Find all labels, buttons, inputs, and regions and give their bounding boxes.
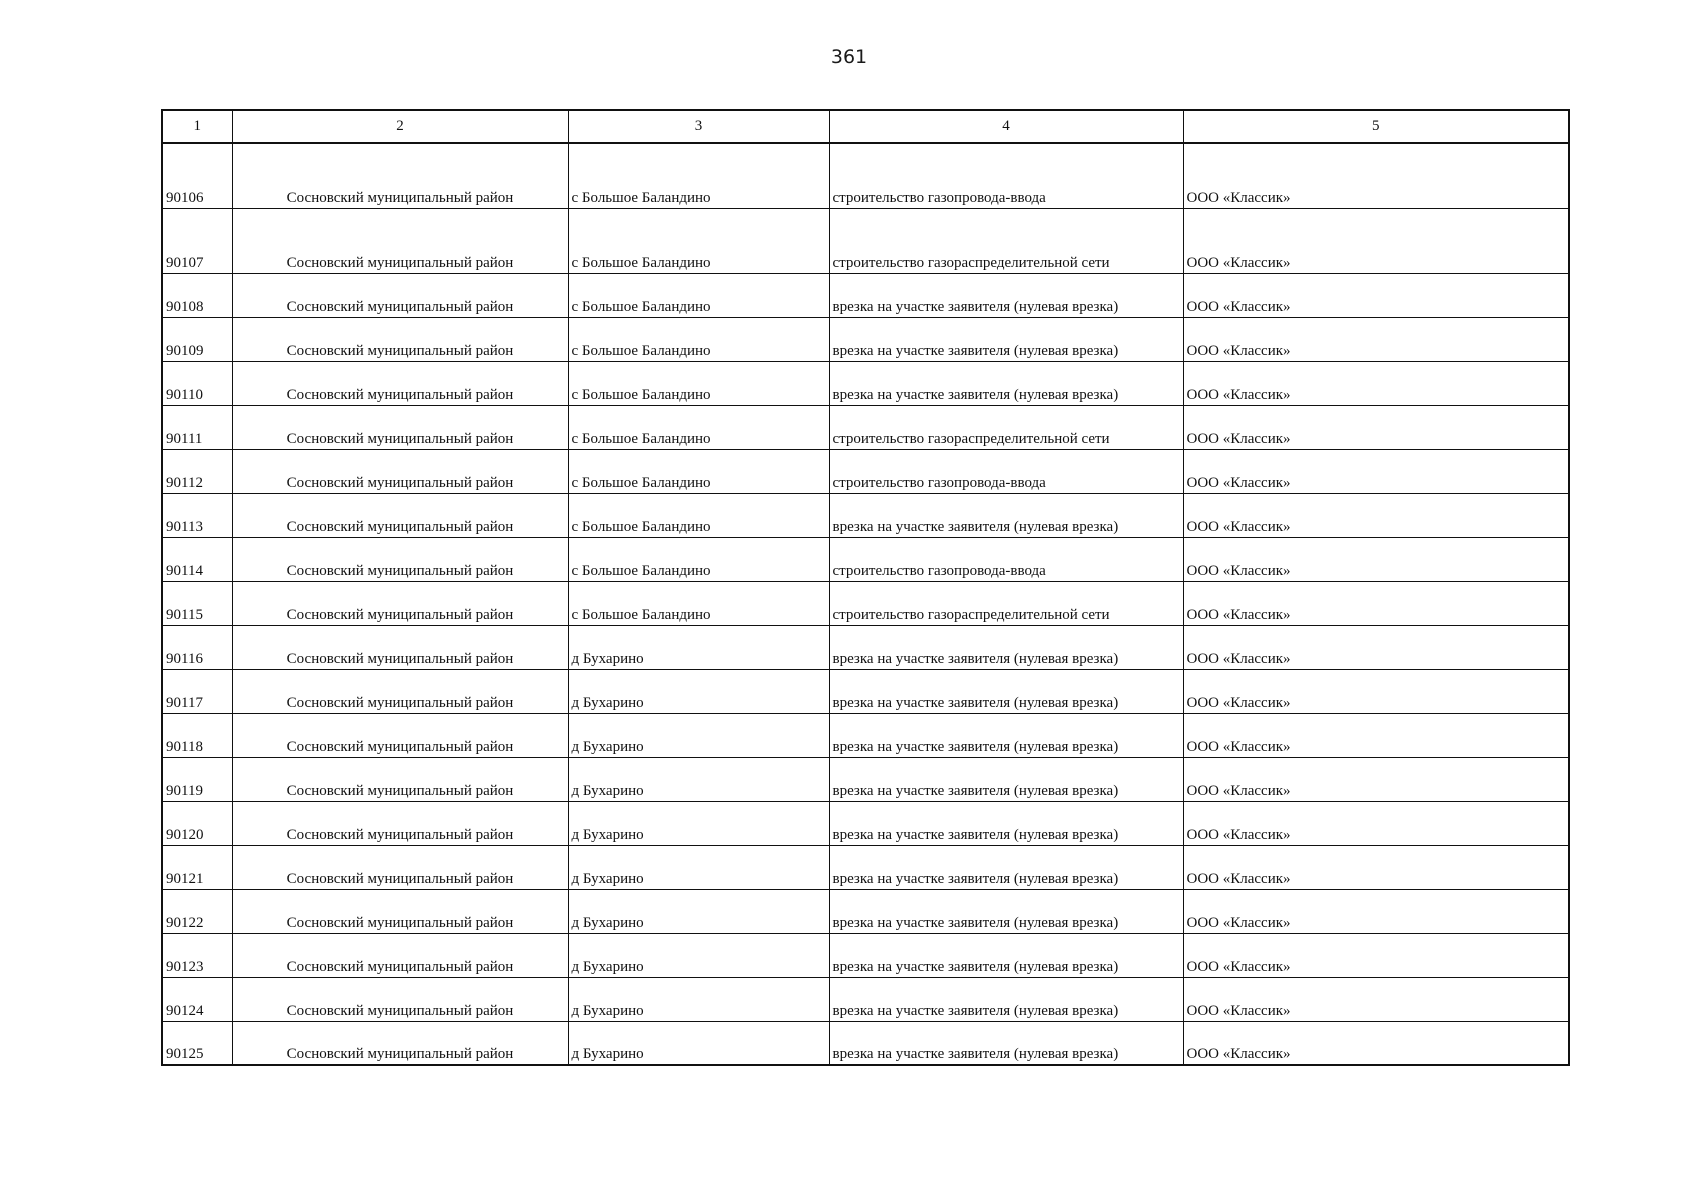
work-type-cell: врезка на участке заявителя (нулевая врезка) (829, 625, 1183, 669)
table-row (162, 977, 1569, 1021)
header-col-3: 3 (568, 110, 829, 143)
header-col-5: 5 (1183, 110, 1569, 143)
settlement-cell: д Бухарино (568, 977, 829, 1021)
district-cell: Сосновский муниципальный район (232, 669, 568, 713)
district-cell: Сосновский муниципальный район (232, 361, 568, 405)
organization-cell: ООО «Классик» (1183, 273, 1569, 317)
work-type-cell: врезка на участке заявителя (нулевая врезка) (829, 977, 1183, 1021)
work-type-cell: строительство газопровода-ввода (829, 449, 1183, 493)
table-row (162, 801, 1569, 845)
row-number: 90116 (162, 625, 232, 669)
district-cell: Сосновский муниципальный район (232, 889, 568, 933)
row-number: 90119 (162, 757, 232, 801)
district-cell: Сосновский муниципальный район (232, 757, 568, 801)
organization-cell: ООО «Классик» (1183, 208, 1569, 273)
settlement-cell: с Большое Баландино (568, 143, 829, 208)
row-number: 90110 (162, 361, 232, 405)
settlement-cell: д Бухарино (568, 1021, 829, 1065)
work-type-cell: строительство газораспределительной сети (829, 208, 1183, 273)
district-cell: Сосновский муниципальный район (232, 143, 568, 208)
organization-cell: ООО «Классик» (1183, 493, 1569, 537)
settlement-cell: с Большое Баландино (568, 449, 829, 493)
row-number: 90111 (162, 405, 232, 449)
work-type-cell: врезка на участке заявителя (нулевая врезка) (829, 845, 1183, 889)
work-type-cell: врезка на участке заявителя (нулевая врезка) (829, 801, 1183, 845)
settlement-cell: д Бухарино (568, 713, 829, 757)
work-type-cell: врезка на участке заявителя (нулевая врезка) (829, 493, 1183, 537)
settlement-cell: д Бухарино (568, 669, 829, 713)
settlement-cell: с Большое Баландино (568, 273, 829, 317)
registry-table (161, 109, 1570, 1066)
organization-cell: ООО «Классик» (1183, 143, 1569, 208)
table-row (162, 143, 1569, 208)
row-number: 90118 (162, 713, 232, 757)
district-cell: Сосновский муниципальный район (232, 977, 568, 1021)
organization-cell: ООО «Классик» (1183, 361, 1569, 405)
table-body (162, 143, 1569, 1065)
district-cell: Сосновский муниципальный район (232, 449, 568, 493)
table-row (162, 845, 1569, 889)
row-number: 90122 (162, 889, 232, 933)
organization-cell: ООО «Классик» (1183, 933, 1569, 977)
settlement-cell: с Большое Баландино (568, 405, 829, 449)
row-number: 90109 (162, 317, 232, 361)
work-type-cell: строительство газораспределительной сети (829, 405, 1183, 449)
settlement-cell: д Бухарино (568, 625, 829, 669)
row-number: 90125 (162, 1021, 232, 1065)
work-type-cell: врезка на участке заявителя (нулевая врезка) (829, 273, 1183, 317)
district-cell: Сосновский муниципальный район (232, 208, 568, 273)
row-number: 90112 (162, 449, 232, 493)
district-cell: Сосновский муниципальный район (232, 537, 568, 581)
table-row (162, 537, 1569, 581)
table-row (162, 273, 1569, 317)
header-col-2: 2 (232, 110, 568, 143)
settlement-cell: с Большое Баландино (568, 537, 829, 581)
settlement-cell: д Бухарино (568, 757, 829, 801)
settlement-cell: с Большое Баландино (568, 493, 829, 537)
table-row (162, 317, 1569, 361)
settlement-cell: д Бухарино (568, 933, 829, 977)
row-number: 90121 (162, 845, 232, 889)
district-cell: Сосновский муниципальный район (232, 581, 568, 625)
district-cell: Сосновский муниципальный район (232, 713, 568, 757)
district-cell: Сосновский муниципальный район (232, 405, 568, 449)
organization-cell: ООО «Классик» (1183, 405, 1569, 449)
row-number: 90108 (162, 273, 232, 317)
district-cell: Сосновский муниципальный район (232, 801, 568, 845)
work-type-cell: строительство газораспределительной сети (829, 581, 1183, 625)
row-number: 90123 (162, 933, 232, 977)
row-number: 90115 (162, 581, 232, 625)
work-type-cell: строительство газопровода-ввода (829, 537, 1183, 581)
district-cell: Сосновский муниципальный район (232, 933, 568, 977)
table-row (162, 889, 1569, 933)
work-type-cell: врезка на участке заявителя (нулевая врезка) (829, 757, 1183, 801)
organization-cell: ООО «Классик» (1183, 625, 1569, 669)
page-number: 361 (830, 46, 868, 68)
header-row (162, 110, 1569, 143)
table-row (162, 449, 1569, 493)
work-type-cell: врезка на участке заявителя (нулевая врезка) (829, 361, 1183, 405)
work-type-cell: врезка на участке заявителя (нулевая врезка) (829, 713, 1183, 757)
table-row (162, 493, 1569, 537)
row-number: 90117 (162, 669, 232, 713)
settlement-cell: с Большое Баландино (568, 361, 829, 405)
settlement-cell: с Большое Баландино (568, 208, 829, 273)
organization-cell: ООО «Классик» (1183, 1021, 1569, 1065)
work-type-cell: врезка на участке заявителя (нулевая врезка) (829, 669, 1183, 713)
row-number: 90107 (162, 208, 232, 273)
table-row (162, 405, 1569, 449)
row-number: 90113 (162, 493, 232, 537)
district-cell: Сосновский муниципальный район (232, 845, 568, 889)
table-row (162, 933, 1569, 977)
work-type-cell: врезка на участке заявителя (нулевая врезка) (829, 933, 1183, 977)
district-cell: Сосновский муниципальный район (232, 317, 568, 361)
organization-cell: ООО «Классик» (1183, 581, 1569, 625)
row-number: 90114 (162, 537, 232, 581)
work-type-cell: врезка на участке заявителя (нулевая врезка) (829, 889, 1183, 933)
work-type-cell: строительство газопровода-ввода (829, 143, 1183, 208)
organization-cell: ООО «Классик» (1183, 669, 1569, 713)
table-row (162, 581, 1569, 625)
organization-cell: ООО «Классик» (1183, 449, 1569, 493)
district-cell: Сосновский муниципальный район (232, 273, 568, 317)
organization-cell: ООО «Классик» (1183, 757, 1569, 801)
settlement-cell: д Бухарино (568, 801, 829, 845)
work-type-cell: врезка на участке заявителя (нулевая врезка) (829, 1021, 1183, 1065)
table-row (162, 713, 1569, 757)
table-row (162, 1021, 1569, 1065)
table-row (162, 669, 1569, 713)
row-number: 90124 (162, 977, 232, 1021)
table-row (162, 208, 1569, 273)
organization-cell: ООО «Классик» (1183, 889, 1569, 933)
row-number: 90106 (162, 143, 232, 208)
settlement-cell: д Бухарино (568, 889, 829, 933)
organization-cell: ООО «Классик» (1183, 537, 1569, 581)
district-cell: Сосновский муниципальный район (232, 493, 568, 537)
row-number: 90120 (162, 801, 232, 845)
settlement-cell: с Большое Баландино (568, 581, 829, 625)
table-row (162, 625, 1569, 669)
district-cell: Сосновский муниципальный район (232, 1021, 568, 1065)
organization-cell: ООО «Классик» (1183, 977, 1569, 1021)
settlement-cell: д Бухарино (568, 845, 829, 889)
settlement-cell: с Большое Баландино (568, 317, 829, 361)
organization-cell: ООО «Классик» (1183, 845, 1569, 889)
organization-cell: ООО «Классик» (1183, 801, 1569, 845)
work-type-cell: врезка на участке заявителя (нулевая врезка) (829, 317, 1183, 361)
header-col-1: 1 (162, 110, 232, 143)
organization-cell: ООО «Классик» (1183, 713, 1569, 757)
organization-cell: ООО «Классик» (1183, 317, 1569, 361)
table-header (162, 110, 1569, 143)
table-row (162, 361, 1569, 405)
district-cell: Сосновский муниципальный район (232, 625, 568, 669)
header-col-4: 4 (829, 110, 1183, 143)
table-row (162, 757, 1569, 801)
